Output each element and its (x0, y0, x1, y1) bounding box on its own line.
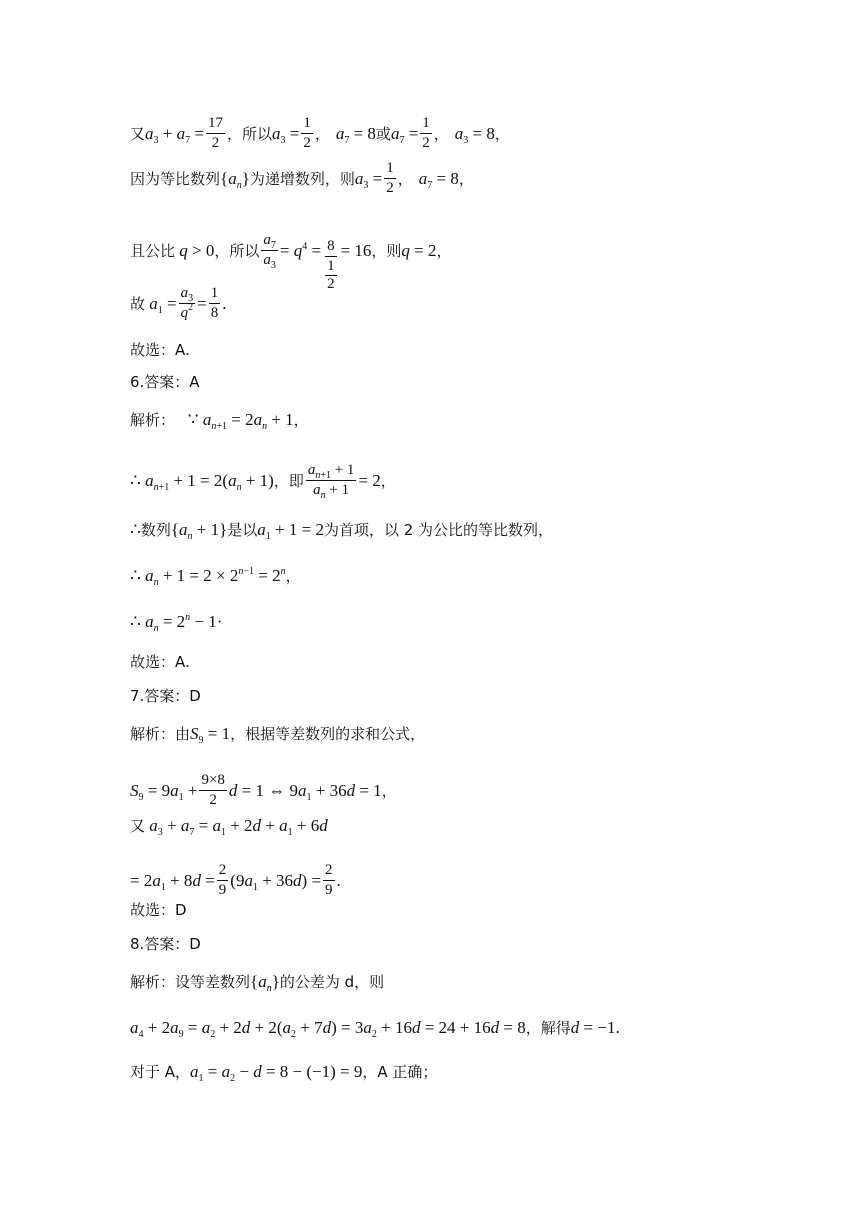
math: . (222, 293, 227, 313)
text-line (130, 862, 341, 899)
math: q = 2 (401, 240, 437, 260)
math: d = −1. (570, 1018, 620, 1037)
text-line: $a_4 + 2a_9 = a_2 + 2d + 2(a_2 + 7d) = 3a_2 + 16d = 24 + 16d = 8$ ，解得 d = −1. (130, 1018, 620, 1040)
fraction: $\frac{9\times 8}{2}$ (201, 772, 225, 808)
math: q > 0 (179, 240, 215, 260)
text-line: 故选：A. (130, 341, 190, 359)
math: = 2 (358, 470, 381, 490)
math: ∴ (130, 520, 141, 539)
math: d = 1 ⇔ $9a_1 + 36d = 1$ (228, 780, 382, 803)
math: = 16 (340, 240, 372, 260)
fraction: $\frac{1}{2}$ (303, 115, 311, 151)
math: $a_1 = a_2 - d = 8 - (-1) = 9$ (190, 1062, 363, 1084)
math: $a_7 = 8$ (335, 123, 376, 146)
fraction: $\frac{2}{9}$ (218, 862, 227, 898)
text-line: 故选：D (130, 901, 187, 919)
math: $a_3$ = (354, 168, 383, 191)
text-line: 又 $a_3 + a_7$ = $\frac{17}{2}$ ，所以 $a_3$ = $\frac{1}{2}$ ， $a_7 = 8$ 或 $a_7$ = $\frac{1}{2}$ ， $a_3 = 8$ ， (130, 115, 510, 151)
math: = $2a_1 + 8d$ = (130, 870, 215, 893)
text-line: 6.答案：A (130, 373, 200, 391)
math: ∴ $a_{n+1} + 1 = 2(a_n + 1)$ (130, 470, 274, 493)
math: $a_7 = 8$ (418, 168, 459, 191)
text-line: 解析：设等差数列 $\{a_n\}$ 的公差为 d，则 (130, 972, 385, 994)
fraction: $\frac{a_7}{a_3}$ (263, 232, 276, 271)
text-line: 因为等比数列 $\{a_n\}$ 为递增数列，则 $a_3$ = $\frac{1}{2}$ ， $a_7 = 8$ ， (130, 160, 474, 196)
math: $a_1$ = (149, 293, 177, 316)
math: $a_4 + 2a_9 = a_2 + 2d + 2(a_2 + 7d) = 3a_2 + 16d = 24 + 16d = 8$ (130, 1018, 526, 1040)
math: $a_3 + a_7$ = (145, 123, 204, 146)
fraction: $\frac{2}{9}$ (325, 862, 333, 898)
math: $S_9 = 1$ (190, 724, 231, 746)
fraction: $\frac{1}{2}$ (386, 160, 394, 196)
math: ∴ $a_n = 2^n - 1\cdot$ (130, 612, 223, 634)
math: $S_9 = 9a_1$ + (130, 780, 198, 803)
fraction: $\frac{1}{2}$ (422, 115, 430, 151)
text-line: $S_9 = 9a_1$ + $\frac{9\times 8}{2}$ d = 1 ⇔ $9a_1 + 36d = 1$ ， (130, 772, 397, 808)
math: ∵ $a_{n+1} = 2a_n + 1$ (175, 410, 294, 432)
text-line: 7.答案：D (130, 687, 201, 705)
math: $(9a_1 + 36d)$ = (230, 870, 322, 893)
math: $\{a_n + 1\}$ (170, 520, 228, 542)
fraction: $\frac{a_{n+1} + 1}{a_n + 1}$ (307, 462, 355, 501)
text-line: 故 $a_1$ = $\frac{a_3}{q^2}$ = $\frac{1}{8}$ . (130, 285, 227, 321)
text-line: 且公比 q > 0 ，所以 $\frac{a_7}{a_3}$ = $q^4$ = 8 1 2 = 16 ，则 q = 2 ， (130, 232, 452, 292)
text-line (130, 612, 222, 632)
text-line: 故选：A. (130, 653, 190, 671)
math: = (197, 293, 207, 313)
text-line: ∴ 数列 $\{a_n + 1\}$ 是以 $a_1 + 1 = 2$ 为首项，以 2 为公比的等比数列， (130, 520, 554, 542)
math: $\{a_n\}$ (250, 972, 280, 994)
fraction: 8 1 2 (327, 238, 335, 292)
math: = $q^4$ = (279, 240, 322, 260)
math: $\{a_n\}$ (220, 168, 250, 191)
text-line: 解析： ∵ $a_{n+1} = 2a_n + 1$ ， (130, 410, 309, 432)
text-line: 解析：由 $S_9 = 1$ ，根据等差数列的求和公式， (130, 724, 426, 746)
text-line: 8.答案：D (130, 935, 201, 953)
fraction: $\frac{a_3}{q^2}$ (180, 285, 194, 321)
math: ∴ $a_n + 1 = 2 \times 2^{n-1} = 2^n$ (130, 566, 286, 588)
math: $a_3$ = (271, 123, 300, 146)
text-line: 对于 A， $a_1 = a_2 - d = 8 - (-1) = 9$ ，A 正确； (130, 1062, 438, 1084)
fraction: $\frac{17}{2}$ (207, 115, 223, 151)
math: . (336, 870, 341, 890)
math: $a_7$ = (390, 123, 419, 146)
math: $a_3 + a_7 = a_1 + 2d + a_1 + 6d$ (149, 816, 328, 838)
math: $a_1 + 1 = 2$ (257, 520, 324, 542)
math: $a_3 = 8$ (454, 123, 495, 146)
text-line: ∴ $a_n + 1 = 2 \times 2^{n-1} = 2^n$ ， (130, 566, 301, 588)
text-line: 又 $a_3 + a_7 = a_1 + 2d + a_1 + 6d$ (130, 816, 328, 838)
fraction: $\frac{1}{8}$ (210, 285, 219, 321)
text-line: ∴ $a_{n+1} + 1 = 2(a_n + 1)$ ，即 $\frac{a_{n+1} + 1}{a_n + 1}$ = 2 ， (130, 462, 396, 501)
